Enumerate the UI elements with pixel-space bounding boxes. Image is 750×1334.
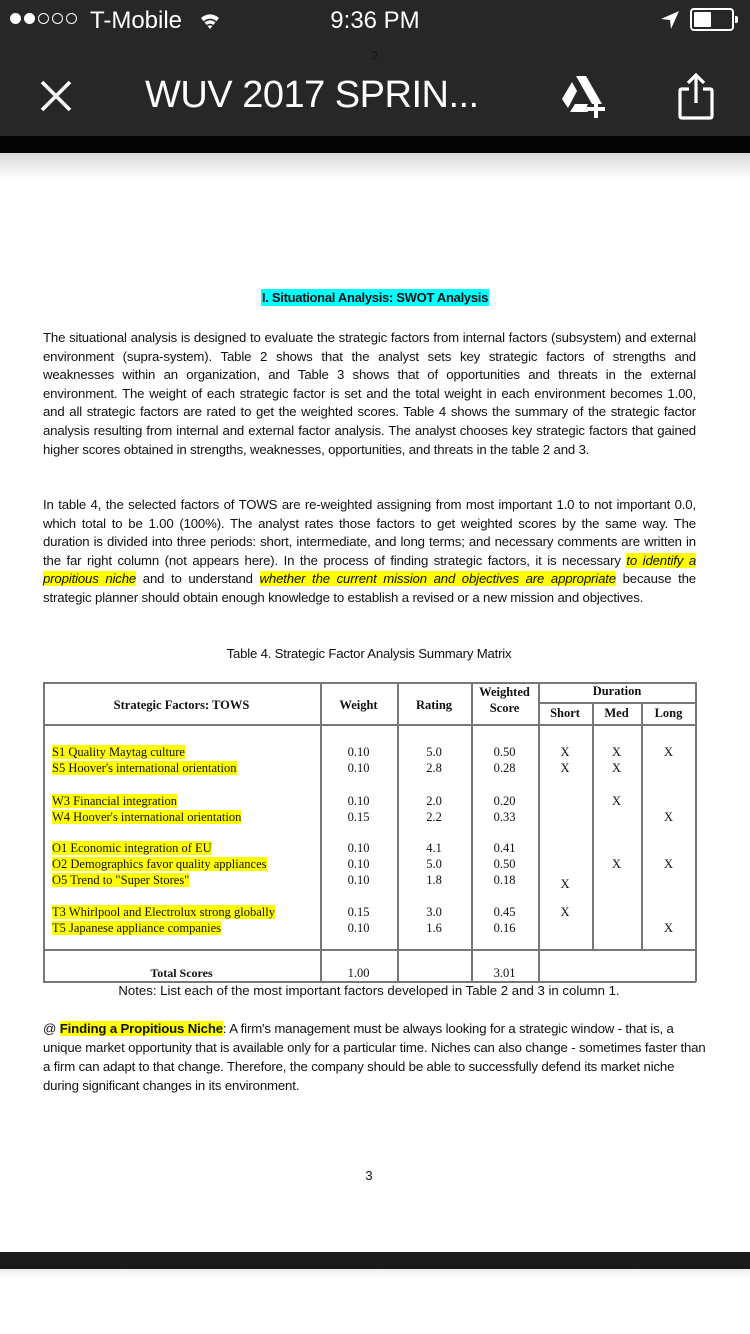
factor-label: S5 Hoover's international orientation bbox=[52, 761, 237, 775]
short-cell: X bbox=[560, 877, 570, 891]
factor-label: O5 Trend to "Super Stores" bbox=[52, 873, 190, 887]
weight-cell: 0.10 bbox=[347, 761, 370, 775]
table-row-factor bbox=[52, 793, 177, 810]
med-cell: X bbox=[611, 761, 622, 775]
header-short: Short bbox=[550, 706, 580, 720]
weight-cell: 0.15 bbox=[347, 905, 370, 919]
close-icon[interactable] bbox=[38, 78, 74, 114]
paragraph-text: and to understand bbox=[136, 571, 260, 587]
rating-cell: 2.2 bbox=[426, 810, 442, 824]
heading-container bbox=[0, 289, 750, 307]
app-header bbox=[0, 0, 750, 136]
highlight-finding-niche: Finding a Propitious Niche bbox=[59, 1021, 223, 1036]
total-scores-label: Total Scores bbox=[150, 966, 213, 980]
location-arrow-icon bbox=[660, 10, 680, 30]
header-divider bbox=[0, 136, 750, 153]
document-title: WUV 2017 SPRIN... bbox=[145, 74, 479, 116]
battery-icon bbox=[690, 8, 734, 31]
weight-cell: 0.10 bbox=[347, 857, 370, 871]
score-cell: 0.41 bbox=[493, 841, 516, 855]
paragraph-text: In table 4, the selected factors of TOWS are re-weighted assigning from most important 1.0 to not important 0.0, which total to be 1.00 (100%). The analyst rates those factors to get weighted scores by the same way. The duration is divided into three periods: short, intermediate, and long terms; and necessary comments are written in the far right column (not appears here). In the process of finding strategic factors, it is necessary bbox=[43, 497, 696, 568]
header-weight: Weight bbox=[339, 698, 378, 712]
score-cell: 0.28 bbox=[493, 761, 516, 775]
short-cell: X bbox=[560, 761, 570, 775]
add-to-drive-icon[interactable] bbox=[558, 74, 608, 118]
weight-cell: 0.10 bbox=[347, 921, 370, 935]
header-rating: Rating bbox=[415, 698, 453, 712]
header-factors: Strategic Factors: TOWS bbox=[113, 698, 250, 712]
weight-cell: 0.10 bbox=[347, 873, 370, 887]
total-weight: 1.00 bbox=[347, 966, 370, 980]
factor-label: T5 Japanese appliance companies bbox=[52, 921, 222, 935]
score-cell: 0.20 bbox=[493, 794, 516, 808]
page-divider-shadow bbox=[0, 1269, 750, 1279]
rating-cell: 1.6 bbox=[426, 921, 442, 935]
paragraph-text: because the strategic planner should obtain enough knowledge to establish a revised or a new mission and objectives. bbox=[43, 571, 696, 605]
rating-cell: 5.0 bbox=[426, 857, 442, 871]
rating-cell: 2.0 bbox=[426, 794, 442, 808]
factor-label: S1 Quality Maytag culture bbox=[52, 745, 185, 759]
weight-cell: 0.10 bbox=[347, 794, 370, 808]
section-heading: I. Situational Analysis: SWOT Analysis bbox=[261, 290, 489, 305]
header-weighted-line1: Weighted bbox=[479, 685, 530, 699]
previous-page-number: 2 bbox=[371, 50, 379, 62]
factor-label: W4 Hoover's international orientation bbox=[52, 810, 242, 824]
table-caption: Table 4. Strategic Factor Analysis Summary Matrix bbox=[226, 646, 512, 661]
clock: 9:36 PM bbox=[330, 7, 420, 34]
rating-cell: 4.1 bbox=[426, 841, 442, 855]
score-cell: 0.45 bbox=[493, 905, 516, 919]
factor-label: O1 Economic integration of EU bbox=[52, 841, 212, 855]
table-notes: Notes: List each of the most important factors developed in Table 2 and 3 in column 1. bbox=[118, 983, 620, 998]
strategic-factor-table bbox=[43, 682, 696, 982]
table-row-factor bbox=[52, 920, 221, 937]
table-row-factor bbox=[52, 809, 241, 826]
niche-paragraph bbox=[43, 1019, 708, 1095]
table-row-factor bbox=[52, 856, 267, 873]
factor-label: T3 Whirlpool and Electrolux strong globally bbox=[52, 905, 275, 919]
highlight-propitious-niche: to identify a propitious niche bbox=[43, 552, 697, 587]
long-cell: X bbox=[663, 745, 674, 759]
score-cell: 0.50 bbox=[493, 857, 516, 871]
table-row-factor bbox=[52, 760, 237, 777]
long-cell: X bbox=[663, 921, 674, 935]
carrier-name: T-Mobile bbox=[90, 7, 183, 34]
paragraph-text: : A firm's management must be always looking for a strategic window - that is, a unique market opportunity that is available only for a particular time. Niches can also change - sometimes faster than a firm can adapt to that change. Therefore, the company should be able to successfully defend its market niche during significant changes in its environment. bbox=[43, 1021, 706, 1093]
weight-cell: 0.10 bbox=[347, 841, 370, 855]
tows-paragraph bbox=[43, 496, 696, 608]
weight-cell: 0.10 bbox=[347, 745, 370, 759]
table-row-factor bbox=[52, 840, 212, 857]
total-score: 3.01 bbox=[493, 966, 516, 980]
score-cell: 0.33 bbox=[493, 810, 516, 824]
header-weighted-line2: Score bbox=[489, 701, 520, 715]
score-cell: 0.50 bbox=[493, 745, 516, 759]
status-bar bbox=[0, 0, 750, 40]
header-med: Med bbox=[604, 706, 629, 720]
short-cell: X bbox=[560, 745, 570, 759]
table-row-factor bbox=[52, 904, 275, 921]
score-cell: 0.18 bbox=[493, 873, 516, 887]
table-row-factor bbox=[52, 744, 185, 761]
header-weighted-score bbox=[471, 684, 538, 716]
long-cell: X bbox=[663, 857, 674, 871]
highlight-mission-objectives: whether the current mission and objectives are appropriate bbox=[259, 571, 616, 587]
factor-label: O2 Demographics favor quality appliances bbox=[52, 857, 267, 871]
rating-cell: 3.0 bbox=[426, 905, 442, 919]
score-cell: 0.16 bbox=[493, 921, 516, 935]
med-cell: X bbox=[611, 745, 622, 759]
short-cell: X bbox=[560, 905, 570, 919]
header-duration: Duration bbox=[592, 684, 642, 698]
share-icon[interactable] bbox=[676, 72, 716, 120]
rating-cell: 5.0 bbox=[426, 745, 442, 759]
med-cell: X bbox=[611, 794, 622, 808]
rating-cell: 2.8 bbox=[426, 761, 442, 775]
rating-cell: 1.8 bbox=[426, 873, 442, 887]
page-divider bbox=[0, 1252, 750, 1269]
header-shadow bbox=[0, 153, 750, 179]
factor-label: W3 Financial integration bbox=[52, 794, 177, 808]
header-long: Long bbox=[654, 706, 683, 720]
page-number: 3 bbox=[365, 1168, 373, 1183]
long-cell: X bbox=[663, 810, 674, 824]
med-cell: X bbox=[611, 857, 622, 871]
at-symbol: @ bbox=[43, 1021, 60, 1036]
table-row-factor bbox=[52, 872, 189, 889]
intro-paragraph: The situational analysis is designed to evaluate the strategic factors from internal factors (subsystem) and external environment (supra-system). Table 2 shows that the analyst sets key strategic factors of strengths and weaknesses within an organization, and Table 3 shows that of opportunities and threats in the external environment. The weight of each strategic factor is set and the total weight in each environment becomes 1.00, and all strategic factors are rated to get the weighted scores. Table 4 shows the summary of the strategic factor analysis resulting from internal and external factor analysis. The analyst chooses key strategic factors that gained higher scores obtained in strengths, weaknesses, opportunities, and threats in the table 2 and 3. bbox=[43, 330, 696, 457]
weight-cell: 0.15 bbox=[347, 810, 370, 824]
